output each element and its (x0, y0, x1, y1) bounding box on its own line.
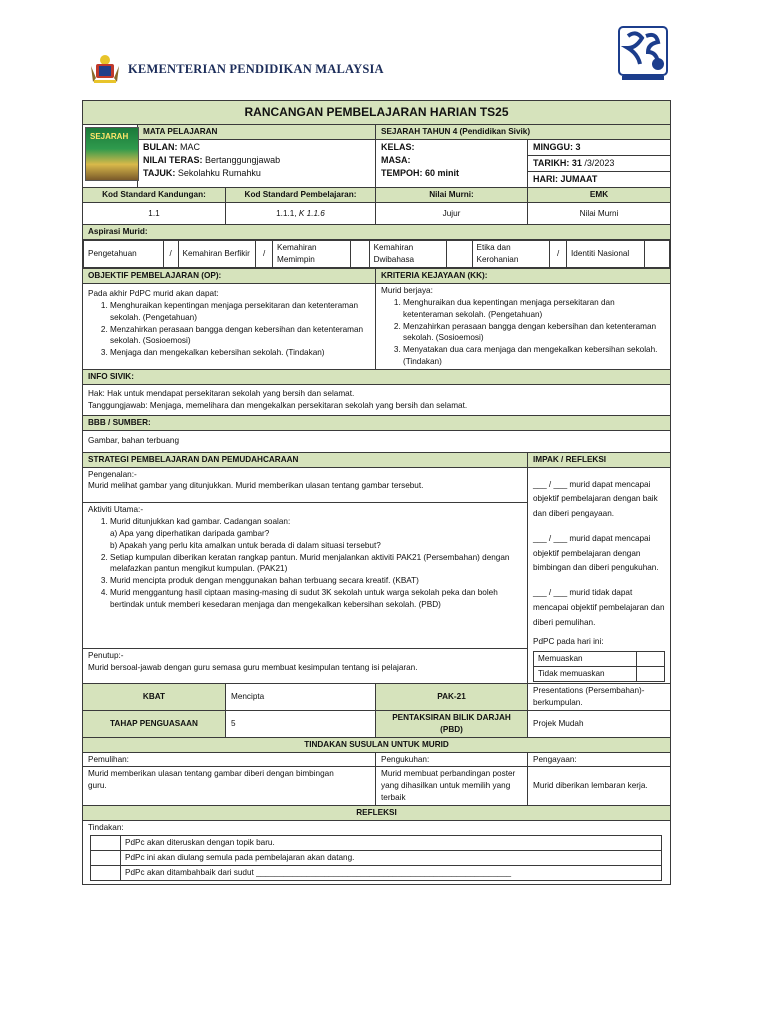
impak-r3: ___ / ___ murid tidak dapat mencapai objektif pembelajaran dan diberi pemulihan. (533, 588, 665, 627)
kod-sk-value: 1.1 (83, 203, 226, 225)
aspirasi-item: Etika dan Kerohanian (472, 241, 550, 268)
kriteria-label: KRITERIA KEJAYAAN (KK): (376, 268, 671, 283)
pengenalan-text: Murid melihat gambar yang ditunjukkan. Murid memberikan ulasan tentang gambar tersebut. (88, 481, 424, 491)
pengenalan-label: Pengenalan:- (88, 469, 137, 479)
checkbox-tidak-memuaskan[interactable] (637, 667, 665, 682)
nilai-murni-value: Jujur (376, 203, 528, 225)
soalan-a: a) Apa yang diperhatikan daripada gambar? (110, 528, 270, 538)
bbb-value: Gambar, bahan terbuang (83, 430, 671, 452)
impak-label: IMPAK / REFLEKSI (528, 452, 671, 467)
aspirasi-item: Kemahiran Memimpin (273, 241, 351, 268)
kod-sp-value: 1.1.1, K 1.1.6 (226, 203, 376, 225)
checkbox-refleksi-2[interactable] (91, 850, 121, 865)
tajuk-value: Sekolahku Rumahku (177, 168, 261, 179)
list-item: 2. Menzahirkan perasaan bangga dengan kebersihan dan ketenteraman sekolah. (Sosioemosi) (110, 324, 370, 348)
ministry-name: KEMENTERIAN PENDIDIKAN MALAYSIA (128, 62, 384, 76)
pdpc-options (533, 651, 665, 682)
aspirasi-mark: / (550, 241, 567, 268)
pak21-label: PAK-21 (376, 684, 528, 711)
book-cover-icon: SEJARAH (85, 127, 139, 181)
refleksi-options (90, 835, 662, 881)
list-item: 3. Menyatakan dua cara menjaga dan mengekalkan kebersihan sekolah. (Tindakan) (403, 344, 665, 368)
rph-document (82, 100, 670, 885)
bbb-label: BBB / SUMBER: (83, 415, 671, 430)
tarikh-value: 31 (571, 158, 582, 169)
list-item: 2. Menzahirkan perasaan bangga dengan kebersihan dan ketenteraman sekolah. (Sosioemosi) (403, 321, 665, 345)
presentations-text: Presentations (Persembahan)-berkumpulan. (528, 684, 671, 711)
tempoh-value: 60 minit (425, 168, 460, 179)
list-item: 4. Murid menggantung hasil ciptaan masing-masing di sudut 3K sekolah untuk warga sekolah peka dan boleh bertindak untuk memberi kesedaran menjaga dan mengekalkan kebersihan sekolah. (PBD) (110, 587, 522, 611)
pengukuhan-label: Pengukuhan: (376, 752, 528, 767)
hari-value: JUMAAT (560, 174, 598, 185)
rph-table: RANCANGAN PEMBELAJARAN HARIAN TS25 SEJARAH MATA PELAJARAN SEJARAH TAHUN 4 (Pendidikan Sivik) BULAN: MAC NILAI TERAS: Bertanggungjawab TAJUK: Sekolahku Rumahku KELAS: MASA: TEMPOH: 60 minit MINGGU: 3 TARIKH: 31 /3/2023 HARI: JUMAAT Kod Standard Kandungan: Kod Standard Pembelajaran: Nilai Murni: EMK 1.1 1.1.1, K 1.1.6 Jujur Nilai Murni Aspirasi Murid: Pengetahuan / Kemahiran Berfikir / Kemahiran Memimpin Kemahiran Dwibahasa Etika dan Kerohanian / Identiti Nasional OBJEKTIF PEMBELAJARAN (OP): KRITERIA KEJAYAAN (KK): Pada akhir PdPC murid akan dapat: 1. Menghuraikan kepentingan menjaga persekitaran dan ketenteraman sekolah. (Pengetahuan) 2. Menzahirkan perasaan bangga dengan kebersihan dan ketenteraman sekolah. (Sosioemosi) 3. Menjaga dan mengekalkan kebersihan sekolah. (Tindakan) Murid berjaya: 1. Menghuraikan dua kepentingan menjaga persekitaran dan ketenteraman sekolah. (Pengetahuan) 2. Menzahirkan perasaan bangga dengan kebersihan dan ketenteraman sekolah. (Sosioemosi) 3. Menyatakan dua cara menjaga dan mengekalkan kebersihan sekolah. (Tindakan) INFO SIVIK: Hak: Hak untuk mendapat persekitaran sekolah yang bersih dan selamat. Tanggungjawab: Menjaga, memelihara dan mengekalkan persekitaran sekolah yang bersih dan selamat. BBB / SUMBER: Gambar, bahan terbuang STRATEGI PEMBELAJARAN DAN PEMUDAHCARAAN IMPAK / REFLEKSI Pengenalan:- Murid melihat gambar yang ditunjukkan. Murid memberikan ulasan tentang gambar tersebut. ___ / ___ murid dapat mencapai objektif pembelajaran dengan baik dan diberi pengayaan. ___ / ___ murid dapat mencapai objektif pembelajaran dengan bimbingan dan diberi pengukuhan. ___ / ___ murid tidak dapat mencapai objektif pembelajaran dan diberi pemulihan. PdPC pada hari ini: Memuaskan Tidak memuaskan Aktiviti Utama:- 1. Murid ditunjukkan kad gambar. Cadangan soalan: a) Apa yang diperhatikan daripada gambar? b) Apakah yang perlu kita amalkan untuk berada di dalam situasi tersebut? 2. Setiap kumpulan diberikan keratan rangkap pantun. Murid menjalankan aktiviti PAK21 (Persembahan) dengan melafazkan pantun mengikut kumpulan. (PAK21) 3. Murid mencipta produk dengan menggunakan bahan terbuang secara kreatif. (KBAT) 4. Murid menggantung hasil ciptaan masing-masing di sudut 3K sekolah untuk warga sekolah peka dan boleh bertindak untuk memberi kesedaran menjaga dan mengekalkan kebersihan sekolah. (PBD) Penutup:- Murid bersoal-jawab dengan guru semasa guru membuat kesimpulan tentang isi pelajaran. KBAT Mencipta PAK-21 Presentations (Persembahan)-berkumpulan. TAHAP PENGUASAAN 5 PENTAKSIRAN BILIK DARJAH (PBD) Projek Mudah TINDAKAN SUSULAN UNTUK MURID Pemulihan: Pengukuhan: Pengayaan: Murid memberikan ulasan tentang gambar diberi dengan bimbingan guru. Murid membuat perbandingan poster yang dihasilkan untuk memilih yang terbaik Murid diberikan lembaran kerja. REFLEKSI Tindakan: PdPc akan diteruskan dengan topik baru. PdPc ini akan diulang semula pada pembelajaran akan datang. PdPc akan ditambahbaik dari sudut ________________________________________________________ (82, 100, 671, 885)
projek-text: Projek Mudah (528, 710, 671, 737)
pengayaan-text: Murid diberikan lembaran kerja. (528, 767, 671, 806)
aspirasi-table (83, 240, 670, 268)
tindakan-label: Tindakan: (88, 823, 124, 833)
ts25-logo-icon (618, 26, 668, 82)
info-sivik-label: INFO SIVIK: (83, 370, 671, 385)
impak-r1: ___ / ___ murid dapat mencapai objektif pembelajaran dengan baik dan diberi pengayaan. (533, 479, 658, 519)
kod-sk-header: Kod Standard Kandungan: (83, 188, 226, 203)
strategi-label: STRATEGI PEMBELAJARAN DAN PEMUDAHCARAAN (83, 452, 528, 467)
list-item: 1. Menghuraikan dua kepentingan menjaga persekitaran dan ketenteraman sekolah. (Pengetahuan) (403, 297, 665, 321)
aspirasi-item: Pengetahuan (84, 241, 164, 268)
pemulihan-text: Murid memberikan ulasan tentang gambar diberi dengan bimbingan guru. (83, 767, 376, 806)
penutup-text: Murid bersoal-jawab dengan guru semasa guru membuat kesimpulan tentang isi pelajaran. (88, 662, 418, 672)
list-item: 2. Setiap kumpulan diberikan keratan rangkap pantun. Murid menjalankan aktiviti PAK21 (Persembahan) dengan melafazkan pantun mengikut kumpulan. (PAK21) (110, 552, 522, 576)
pdpc-label: PdPC pada hari ini: (533, 637, 604, 647)
mata-pelajaran-value: SEJARAH TAHUN 4 (Pendidikan Sivik) (376, 125, 671, 140)
nilai-murni-header: Nilai Murni: (376, 188, 528, 203)
aspirasi-mark (447, 241, 472, 268)
kbat-value: Mencipta (226, 684, 376, 711)
book-cover (83, 125, 138, 188)
tindakan-susulan-label: TINDAKAN SUSULAN UNTUK MURID (83, 737, 671, 752)
nilai-teras-value: Bertanggungjawab (205, 155, 281, 166)
bulan-value: MAC (180, 142, 201, 153)
list-item: 1. Menghuraikan kepentingan menjaga persekitaran dan ketenteraman sekolah. (Pengetahuan) (110, 300, 370, 324)
pengayaan-label: Pengayaan: (528, 752, 671, 767)
refleksi-item: PdPc akan diteruskan dengan topik baru. (121, 835, 662, 850)
aspirasi-item: Identiti Nasional (567, 241, 645, 268)
objektif-label: OBJEKTIF PEMBELAJARAN (OP): (83, 268, 376, 283)
tahap-label: TAHAP PENGUASAAN (83, 710, 226, 737)
option-memuaskan: Memuaskan (534, 652, 637, 667)
penutup-label: Penutup:- (88, 650, 124, 660)
aktiviti-label: Aktiviti Utama:- (88, 505, 144, 515)
mata-pelajaran-label: MATA PELAJARAN (138, 125, 376, 140)
checkbox-refleksi-3[interactable] (91, 865, 121, 880)
objektif-intro: Pada akhir PdPC murid akan dapat: (88, 288, 219, 298)
objektif-list (88, 300, 370, 359)
refleksi-item: PdPc ini akan diulang semula pada pembelajaran akan datang. (121, 850, 662, 865)
minggu-value: 3 (575, 142, 581, 153)
aspirasi-item: Kemahiran Berfikir (178, 241, 256, 268)
tahap-value: 5 (226, 710, 376, 737)
malaysia-crest-icon (88, 52, 122, 86)
info-sivik-hak: Hak: Hak untuk mendapat persekitaran sekolah yang bersih dan selamat. (88, 389, 355, 398)
checkbox-memuaskan[interactable] (637, 652, 665, 667)
kriteria-intro: Murid berjaya: (381, 285, 433, 295)
aspirasi-item: Kemahiran Dwibahasa (369, 241, 447, 268)
list-item: 1. Murid ditunjukkan kad gambar. Cadangan soalan: a) Apa yang diperhatikan daripada gambar? b) Apakah yang perlu kita amalkan untuk berada di dalam situasi tersebut? (110, 516, 522, 552)
kriteria-list (381, 297, 665, 368)
refleksi-label: REFLEKSI (83, 806, 671, 821)
kbat-label: KBAT (83, 684, 226, 711)
emk-header: EMK (528, 188, 671, 203)
info-sivik-tanggungjawab: Tanggungjawab: Menjaga, memelihara dan mengekalkan persekitaran sekolah yang bersih dan selamat. (88, 400, 468, 410)
aktiviti-list (88, 516, 522, 611)
checkbox-refleksi-1[interactable] (91, 835, 121, 850)
option-tidak-memuaskan: Tidak memuaskan (534, 667, 637, 682)
emk-value: Nilai Murni (528, 203, 671, 225)
aspirasi-mark (350, 241, 369, 268)
aspirasi-mark: / (163, 241, 178, 268)
pbd-label: PENTAKSIRAN BILIK DARJAH (PBD) (376, 710, 528, 737)
page-title: RANCANGAN PEMBELAJARAN HARIAN TS25 (83, 101, 671, 125)
list-item: 3. Murid mencipta produk dengan menggunakan bahan terbuang secara kreatif. (KBAT) (110, 575, 522, 587)
refleksi-item: PdPc akan ditambahbaik dari sudut ________________________________________________________ (121, 865, 662, 880)
list-item: 3. Menjaga dan mengekalkan kebersihan sekolah. (Tindakan) (110, 347, 370, 359)
aspirasi-label: Aspirasi Murid: (83, 225, 671, 240)
aspirasi-mark: / (256, 241, 273, 268)
pemulihan-label: Pemulihan: (83, 752, 376, 767)
impak-r2: ___ / ___ murid dapat mencapai objektif pembelajaran dengan bimbingan dan diberi pengukuhan. (533, 533, 659, 573)
kod-sp-header: Kod Standard Pembelajaran: (226, 188, 376, 203)
soalan-b: b) Apakah yang perlu kita amalkan untuk berada di dalam situasi tersebut? (110, 540, 381, 550)
aspirasi-mark (644, 241, 669, 268)
pengukuhan-text: Murid membuat perbandingan poster yang dihasilkan untuk memilih yang terbaik (376, 767, 528, 806)
